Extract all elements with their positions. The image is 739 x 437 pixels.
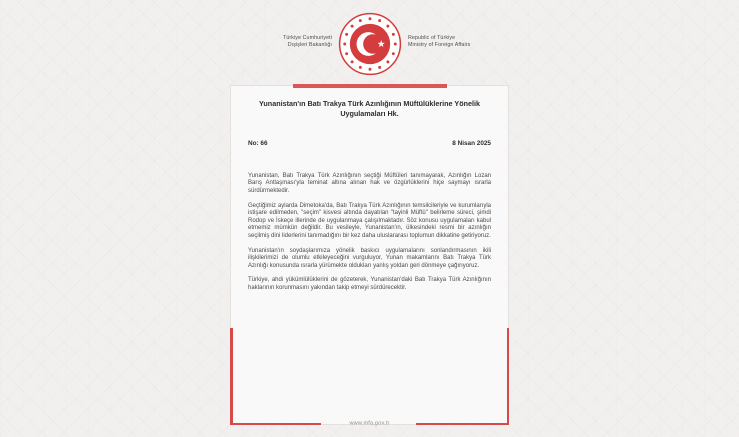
release-body xyxy=(248,173,491,293)
ministry-name-turkish xyxy=(180,35,332,50)
body-paragraph: Yunanistan'ın soydaşlarımıza yönelik baskıcı uygulamalarını sonlandırmasının ikili ilişkilerimizi de olumlu etkileyeceğini vurguluyor, Yunan makamlarını Batı Trakya Türk Azınlığı konusunda ısrarla yürümekte oldukları yanlış yoldan geri dönmeye çağırıyoruz. xyxy=(248,247,491,269)
press-release-content xyxy=(231,86,508,293)
top-accent-bar xyxy=(293,84,447,88)
release-date: 8 Nisan 2025 xyxy=(452,139,491,147)
body-paragraph: Türkiye, ahdi yükümlülüklerini de gözeterek, Yunanistan'daki Batı Trakya Türk Azınlığının haklarının korunmasını yakından takip etmeyi sürdürecektir. xyxy=(248,277,491,291)
mfa-emblem-icon xyxy=(338,12,402,76)
body-paragraph: Geçtiğimiz aylarda Dimetoka'da, Batı Trakya Türk Azınlığının temsilcileriyle ve kurumlarıyla istişare edilmeden, "seçim" kisvesi altında dayatılan "tayinli Müftü" belirleme süreci, şimdi Rodop ve İskeçe illerinde de uygulanmaya çalışılmaktadır. Söz konusu uygulamaları kabul etmemiz mümkün değildir. Bu vesileyle, Yunanistan'ın, ülkesindeki resmi bir azınlığın seçilmiş dini liderlerini tanımadığını bir kez daha uluslararası toplumun dikkatine getiriyoruz. xyxy=(248,202,491,239)
ministry-name-tr-line1: Türkiye Cumhuriyeti xyxy=(283,35,332,41)
letterhead xyxy=(0,0,739,85)
footer-website-url: www.mfa.gov.tr xyxy=(349,420,390,427)
page-title: Yunanistan'ın Batı Trakya Türk Azınlığının Müftülüklerine Yönelik Uygulamaları Hk. xyxy=(259,99,480,119)
ministry-name-en-line1: Republic of Türkiye xyxy=(408,35,456,41)
ministry-name-en-line2: Ministry of Foreign Affairs xyxy=(408,42,471,49)
release-number: No: 66 xyxy=(248,139,268,147)
bottom-left-red-border xyxy=(230,328,233,425)
ministry-name-english xyxy=(408,35,568,50)
body-paragraph: Yunanistan, Batı Trakya Türk Azınlığının seçtiği Müftüleri tanımayarak, Azınlığın Lozan Barış Antlaşması'yla teminat altına alınan hak ve özgürlüklerini hiçe saymayı ısrarla sürdürmektedir. xyxy=(248,172,491,194)
bottom-right-red-border xyxy=(507,328,510,425)
press-release-page xyxy=(230,85,509,425)
ministry-name-tr-line2: Dışişleri Bakanlığı xyxy=(287,42,332,49)
release-meta xyxy=(248,140,491,147)
